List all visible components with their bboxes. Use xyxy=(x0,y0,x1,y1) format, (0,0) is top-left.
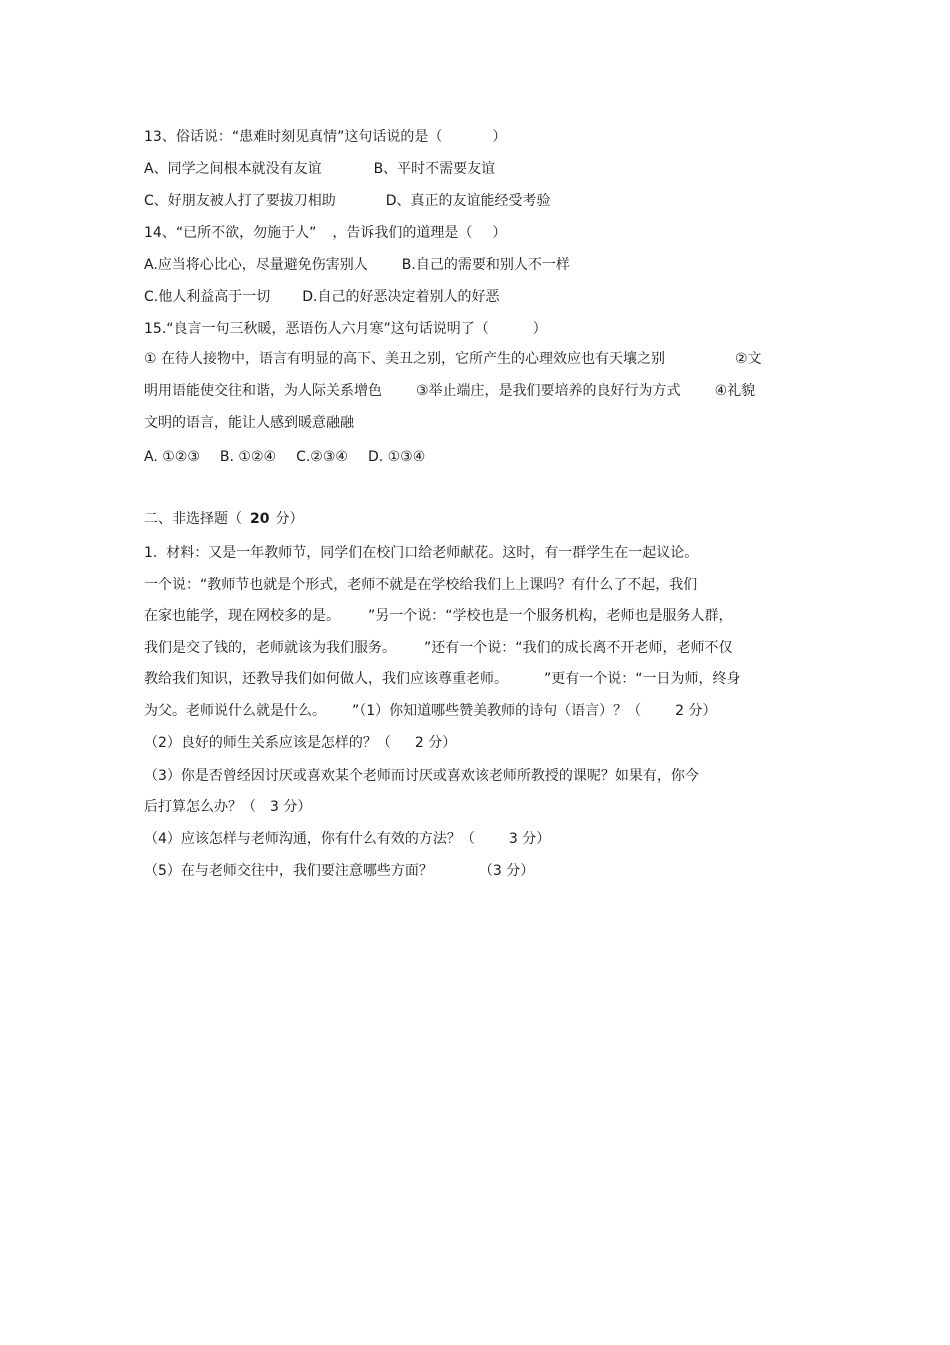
question-15-statement-line-3 xyxy=(144,413,354,433)
subquestion-2 xyxy=(144,733,456,753)
q15-option-b: B. ①②④ xyxy=(219,449,277,465)
q13-option-b: B、平时不需要友谊 xyxy=(373,161,496,177)
material-text-6a: 为父。老师说什么就是什么。 xyxy=(144,703,326,719)
q14-option-a: A.应当将心比心，尽量避免伤害别人 xyxy=(144,257,368,273)
q13-option-d: D、真正的友谊能经受考验 xyxy=(385,193,551,209)
subquestion-5-text: （5）在与老师交往中，我们要注意哪些方面？ xyxy=(144,863,433,879)
material-text-2: 一个说：“教师节也就是个形式，老师不就是在学校给我们上上课吗？有什么了不起，我们 xyxy=(144,577,698,593)
material-text-4a: 我们是交了钱的，老师就该为我们服务。 xyxy=(144,640,396,656)
q15-statement-1: ① 在待人接物中，语言有明显的高下、美丑之别，它所产生的心理效应也有天壤之别 xyxy=(144,351,665,367)
material-subquestion-1: ”（1）你知道哪些赞美教师的诗句（语言）？（ xyxy=(352,703,642,719)
subquestion-3-text: （3）你是否曾经因讨厌或喜欢某个老师而讨厌或喜欢该老师所教授的课呢？如果有，你今 xyxy=(144,768,699,784)
material-line-1 xyxy=(144,543,698,563)
material-line-3 xyxy=(144,606,733,626)
q15-statement-2-start: ②文 xyxy=(735,351,762,367)
question-14-options-ab xyxy=(144,255,570,275)
question-15-statement-line-2 xyxy=(144,381,755,401)
section-2-score-unit: 分） xyxy=(275,511,304,527)
subquestion-3-line-1 xyxy=(144,766,699,786)
material-line-2 xyxy=(144,575,697,595)
q15-option-c: C.②③④ xyxy=(296,449,348,465)
q14-option-c: C.他人利益高于一切 xyxy=(144,289,271,305)
material-line-5 xyxy=(144,669,741,689)
q15-statement-4-end: 文明的语言，能让人感到暖意融融 xyxy=(144,415,354,431)
material-text-3a: 在家也能学，现在网校多的是。 xyxy=(144,608,340,624)
material-text-5a: 教给我们知识，还教导我们如何做人，我们应该尊重老师。 xyxy=(144,671,508,687)
question-14-options-cd xyxy=(144,287,499,307)
material-subquestion-1-score: 2 分） xyxy=(675,703,717,719)
section-2-title xyxy=(144,509,303,529)
q14-option-b: B.自己的需要和别人不一样 xyxy=(401,257,570,273)
q15-stem-text: 15.“良言一句三秋暖，恶语伤人六月寒”这句话说明了（ xyxy=(144,321,489,337)
question-15-statement-line-1 xyxy=(144,349,762,369)
subquestion-2-score: 2 分） xyxy=(414,735,457,751)
subquestion-2-text: （2）良好的师生关系应该是怎样的？（ xyxy=(144,735,391,751)
question-14-stem xyxy=(144,223,506,243)
question-13-options-cd xyxy=(144,191,551,211)
section-2-title-text: 二、非选择题（ xyxy=(144,511,242,527)
subquestion-3-score: 3 分） xyxy=(270,799,312,815)
subquestion-3-text-end: 后打算怎么办？（ xyxy=(144,799,256,815)
material-line-4 xyxy=(144,638,733,658)
q14-stem-text: 14、“已所不欲，勿施于人” xyxy=(144,225,317,241)
material-line-6 xyxy=(144,701,717,721)
material-text-1: 1. 材料：又是一年教师节，同学们在校门口给老师献花。这时，有一群学生在一起议论。 xyxy=(144,545,699,561)
q15-option-a: A. ①②③ xyxy=(144,449,200,465)
q13-stem-text: 13、俗话说：“患难时刻见真情”这句话说的是（ xyxy=(144,129,443,145)
subquestion-5 xyxy=(144,861,534,881)
question-13-stem xyxy=(144,127,506,147)
material-text-5b: ”更有一个说：“一日为师，终身 xyxy=(544,671,741,687)
question-13-options-ab xyxy=(144,159,495,179)
question-15-options xyxy=(144,447,425,467)
q15-option-d: D. ①③④ xyxy=(367,449,426,465)
q14-stem-close: ） xyxy=(492,225,507,241)
q15-statement-3: ③举止端庄，是我们要培养的良好行为方式 xyxy=(416,383,681,399)
q13-option-c: C、好朋友被人打了要拔刀相助 xyxy=(144,193,336,209)
q15-stem-close: ） xyxy=(532,321,547,337)
q13-option-a: A、同学之间根本就没有友谊 xyxy=(144,161,322,177)
q14-stem-rest: ，告诉我们的道理是（ xyxy=(332,225,473,241)
q14-option-d: D.自己的好恶决定着别人的好恶 xyxy=(302,289,500,305)
material-text-4b: ”还有一个说：“我们的成长离不开老师，老师不仅 xyxy=(424,640,733,656)
subquestion-3-line-2 xyxy=(144,797,311,817)
q13-stem-close: ） xyxy=(492,129,507,145)
q15-statement-4-start: ④礼貌 xyxy=(714,383,756,399)
q15-statement-2-end: 明用语能使交往和谐，为人际关系增色 xyxy=(144,383,382,399)
subquestion-5-score: （3 分） xyxy=(478,863,535,879)
question-15-stem xyxy=(144,319,547,339)
subquestion-4-text: （4）应该怎样与老师沟通，你有什么有效的方法？（ xyxy=(144,831,475,847)
subquestion-4-score: 3 分） xyxy=(508,831,551,847)
material-text-3b: ”另一个说：“学校也是一个服务机构，老师也是服务人群， xyxy=(368,608,733,624)
section-2-score: 20 xyxy=(250,511,270,527)
subquestion-4 xyxy=(144,829,550,849)
